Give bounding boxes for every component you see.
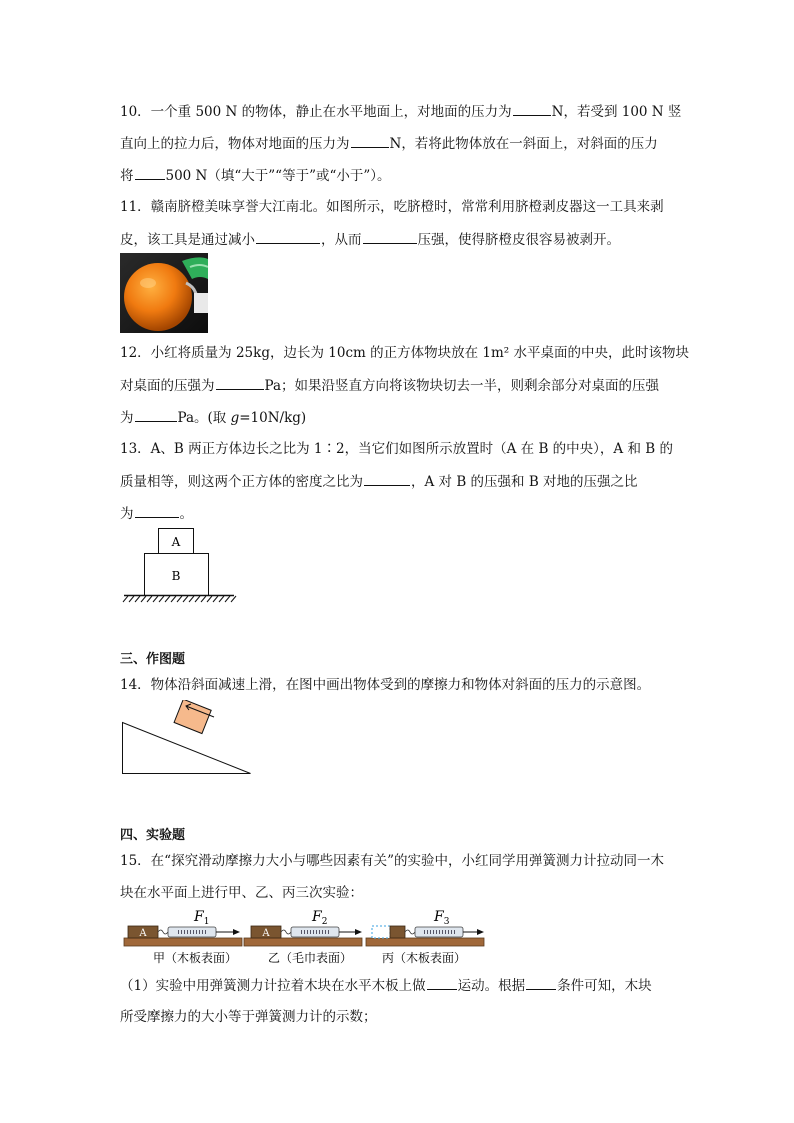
incline-figure xyxy=(118,700,258,778)
ground-hatching xyxy=(123,596,236,602)
wood-board xyxy=(124,938,242,946)
answer-blank[interactable] xyxy=(216,375,264,390)
incline-slope xyxy=(123,723,251,774)
q11-line1: 11．赣南脐橙美味享誉大江南北。如图所示，吃脐橙时，常常利用脐橙剥皮器这一工具来剥 xyxy=(120,199,664,215)
sliding-block xyxy=(174,700,211,734)
q13-line1: 13．A、B 两正方体边长之比为 1∶2，当它们如图所示放置时（A 在 B 的中央），A 和 B 的 xyxy=(120,441,673,457)
q15-part1-line1: （1）实验中用弹簧测力计拉着木块在水平木板上做 运动。根据 条件可知，木块 xyxy=(120,975,680,996)
cube-a-label: A xyxy=(171,535,181,549)
experiment-panel-3 xyxy=(366,909,484,965)
answer-blank[interactable] xyxy=(427,975,457,990)
q11-line2: 皮，该工具是通过减小 ，从而 压强，使得脐橙皮很容易被剥开。 xyxy=(120,229,680,250)
answer-blank[interactable] xyxy=(135,503,179,518)
towel-board xyxy=(244,938,362,946)
friction-experiment-figure xyxy=(120,905,490,969)
q15-part1-line2: 所受摩擦力的大小等于弹簧测力计的示数； xyxy=(120,1009,377,1025)
q10-line2: 直向上的拉力后，物体对地面的压力为 N，若将此物体放在一斜面上，对斜面的压力 xyxy=(120,133,680,154)
caption-2: 乙（毛巾表面） xyxy=(268,951,353,965)
q13-line3: 为 。 xyxy=(120,503,680,524)
q10-line1: 10．一个重 500 N 的物体，静止在水平地面上，对地面的压力为 N，若受到 100 N 竖 xyxy=(120,101,680,122)
answer-blank[interactable] xyxy=(363,229,417,244)
q12-line3: 为 Pa。(取 g=10N/kg) xyxy=(120,407,680,428)
stacked-cubes-figure xyxy=(120,524,240,606)
q15-line2: 块在水平面上进行甲、乙、丙三次实验： xyxy=(120,885,363,901)
caption-1: 甲（木板表面） xyxy=(153,951,238,965)
q12-line2: 对桌面的压强为 Pa；如果沿竖直方向将该物块切去一半，则剩余部分对桌面的压强 xyxy=(120,375,680,396)
section-heading-3: 三、作图题 xyxy=(120,652,186,667)
force-label-1: $F_1$ xyxy=(194,909,210,927)
half-block xyxy=(390,926,405,938)
removed-half-outline xyxy=(372,926,390,938)
q13-line2: 质量相等，则这两个正方体的密度之比为 ，A 对 B 的压强和 B 对地的压强之比 xyxy=(120,471,680,492)
block-a-label: A xyxy=(262,928,270,939)
q12-line1: 12．小红将质量为 25kg，边长为 10cm 的正方体物块放在 1m² 水平桌面的中央，此时该物块 xyxy=(120,345,689,361)
experiment-panel-1 xyxy=(124,909,242,965)
answer-blank[interactable] xyxy=(135,165,165,180)
block-a-label: A xyxy=(139,928,147,939)
orange-peeler-photo xyxy=(120,253,208,333)
cube-b-label: B xyxy=(171,569,181,583)
answer-blank[interactable] xyxy=(526,975,556,990)
force-label-3: $F_3$ xyxy=(434,909,450,927)
section-heading-4: 四、实验题 xyxy=(120,828,186,843)
force-label-2: $F_2$ xyxy=(312,909,328,927)
answer-blank[interactable] xyxy=(364,471,410,486)
answer-blank[interactable] xyxy=(135,407,177,422)
experiment-panel-2 xyxy=(244,909,362,965)
answer-blank[interactable] xyxy=(351,133,389,148)
answer-blank[interactable] xyxy=(513,101,551,116)
answer-blank[interactable] xyxy=(256,229,320,244)
q14-text: 14．物体沿斜面减速上滑，在图中画出物体受到的摩擦力和物体对斜面的压力的示意图。 xyxy=(120,677,651,693)
q15-line1: 15．在“探究滑动摩擦力大小与哪些因素有关”的实验中，小红同学用弹簧测力计拉动同一木 xyxy=(120,853,664,869)
caption-3: 丙（木板表面） xyxy=(382,951,467,965)
q10-line3: 将 500 N（填“大于”“等于”或“小于”）。 xyxy=(120,165,680,186)
wood-board xyxy=(366,938,484,946)
